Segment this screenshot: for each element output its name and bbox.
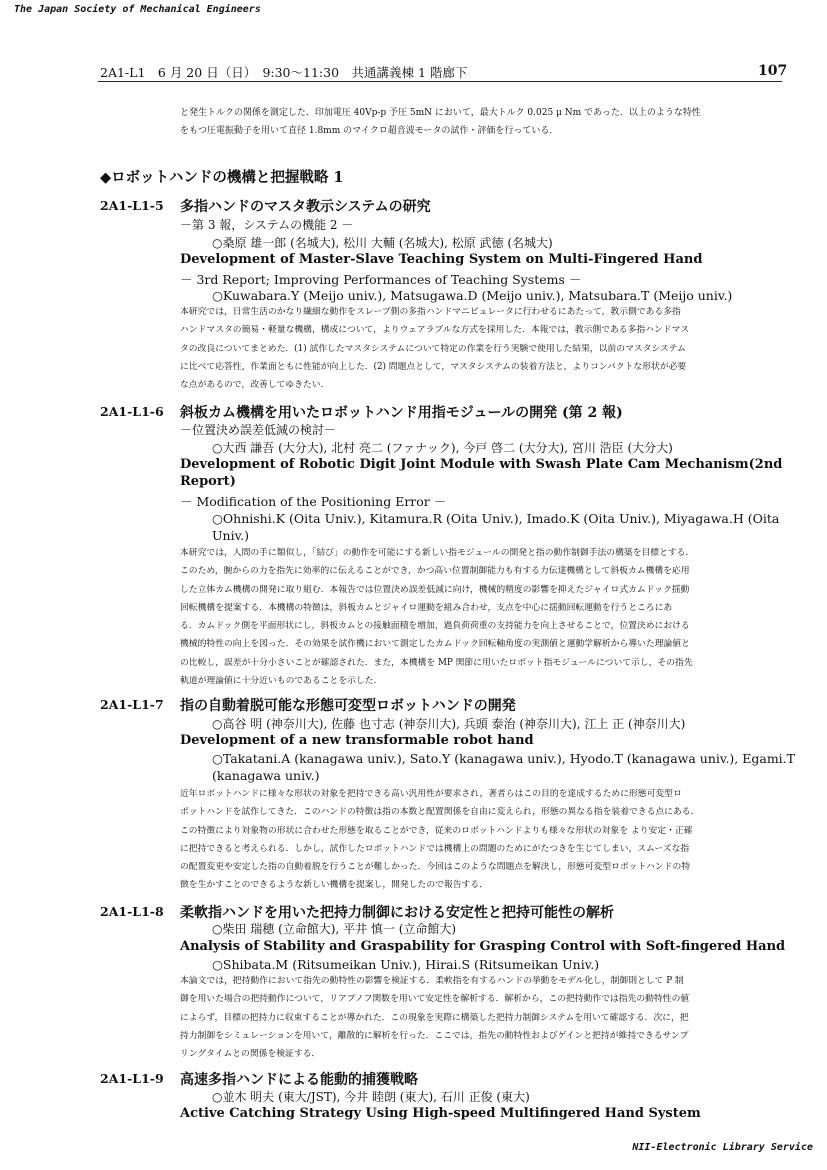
section-title: ◆ロボットハンドの機構と把握戦略 1	[100, 169, 344, 186]
paper-id: 2A1-L1-8	[100, 904, 164, 919]
paper-id: 2A1-L1-9	[100, 1071, 164, 1086]
paper-title-en: Development of a new transformable robot hand	[180, 733, 534, 748]
paper-authors-en-cont: (kanagawa univ.)	[212, 768, 320, 783]
paper-subtitle-ja: －位置決め誤差低減の検討－	[180, 423, 337, 437]
paper-title-ja: 多指ハンドのマスタ教示システムの研究	[180, 199, 431, 215]
abstract-line: 持力制御をシミュレーションを用いて，離散的に解析を行った．ここでは，指先の動特性およびゲインと把持が維持できるサンプ	[180, 1030, 689, 1041]
paper-authors-ja: ○桑原 雄一郎 (名城大), 松川 大輔 (名城大), 松原 武徳 (名城大)	[212, 236, 553, 250]
paper-id: 2A1-L1-5	[100, 198, 164, 213]
abstract-line: に把持できると考えられる．しかし，試作したロボットハンドでは機構上の問題のためにがたつきを生じてしまい，スムーズな指	[180, 843, 690, 854]
abstract-line: 本研究では，日常生活のかなり繊細な動作をスレーブ側の多指ハンドマニピュレータに行わせるにあたって，教示側である多指	[180, 307, 681, 317]
paper-authors-en: ○Takatani.A (kanagawa univ.), Sato.Y (kanagawa univ.), Hyodo.T (kanagawa univ.), Egami.T	[212, 751, 795, 766]
paper-title-ja: 高速多指ハンドによる能動的捕獲戦略	[180, 1072, 418, 1088]
paper-subtitle-en: － Modification of the Positioning Error －	[180, 494, 447, 509]
paper-title-en: Analysis of Stability and Graspability for Grasping Control with Soft-fingered Hand	[180, 939, 786, 954]
paper-id: 2A1-L1-7	[100, 697, 164, 712]
paper-title-ja: 指の自動着脱可能な形態可変型ロボットハンドの開発	[180, 698, 516, 714]
abstract-line: タの改良についてまとめた．(1) 試作したマスタシステムについて特定の作業を行う実験で使用した結果，以前のマスタシステム	[180, 343, 686, 354]
abstract-line: した立体カム機構の開発に取り組む．本報告では位置決め誤差低減に向け，機械的精度の影響を抑えたジャイロ式カムドック揺動	[180, 584, 690, 595]
paper-abstract	[180, 303, 689, 394]
paper-title-en-cont: Report)	[180, 474, 236, 489]
abstract-line: 機械的特性の向上を図った．その効果を試作機において測定したカムドック回転軸角度の実測値と運動学解析から導いた理論値と	[180, 639, 690, 650]
abstract-line: 近年ロボットハンドに様々な形状の対象を把持できる高い汎用性が要求され，著者らはこの目的を達成するために形態可変型ロ	[180, 789, 682, 799]
intro-line: と発生トルクの関係を測定した．印加電圧 40Vp-p 予圧 5mN において，最大トルク 0.025 μ Nm であった．以上のような特性	[180, 108, 701, 118]
abstract-line: 徴を生かすことのできるような新しい機構を提案し，開発したので報告する．	[180, 880, 488, 891]
paper-title-en: Development of Robotic Digit Joint Module with Swash Plate Cam Mechanism(2nd	[180, 457, 783, 472]
paper-title-ja: 斜板カム機構を用いたロボットハンド用指モジュールの開発 (第 2 報)	[180, 405, 623, 421]
session-header: 2A1-L1 6 月 20 日（日） 9:30～11:30 共通講義棟 1 階廊下	[100, 65, 468, 80]
society-header: The Japan Society of Mechanical Engineers	[14, 4, 261, 15]
paper-authors-en: ○Kuwabara.Y (Meijo univ.), Matsugawa.D (Meijo univ.), Matsubara.T (Meijo univ.)	[212, 288, 733, 303]
abstract-line: 御を用いた場合の把持動作について，リアプノフ関数を用いて安定性を解析する．解析から，この把持動作では指先の動特性の値	[180, 994, 690, 1005]
paper-id: 2A1-L1-6	[100, 404, 164, 419]
paper-abstract	[180, 544, 694, 690]
abstract-line: 本論文では，把持動作において指先の動特性の影響を検証する．柔軟指を有するハンドの挙動をモデル化し，制御則として P 制	[180, 976, 684, 986]
paper-abstract	[180, 972, 689, 1063]
abstract-line: ハンドマスタの簡易・軽量な機構，構成について，よりウェアラブルな方式を採用した．本報では，教示側である多指ハンドマス	[180, 325, 690, 336]
paper-title-en: Active Catching Strategy Using High-speed Multifingered Hand System	[180, 1106, 701, 1121]
abstract-line: 本研究では，人間の手に類似し，「結び」の動作を可能にする新しい指モジュールの開発と指の動作制御手法の構築を目標とする．	[180, 548, 695, 558]
abstract-line: の比較し，誤差が十分小さいことが確認された．また，本機構を MP 関節に用いたロボット指モジュールについて示し，その指先	[180, 657, 693, 668]
abstract-line: 軌道が理論値に十分近いものであることを示した．	[180, 676, 383, 687]
paper-authors-ja: ○柴田 瑞穂 (立命館大), 平井 慎一 (立命館大)	[212, 922, 457, 936]
paper-title-en: Development of Master-Slave Teaching System on Multi-Fingered Hand	[180, 252, 703, 267]
abstract-line: な点があるので，改善してゆきたい．	[180, 380, 330, 391]
abstract-line: このため，腕からの力を指先に効率的に伝えることができ，かつ高い位置制御能力も有する力伝達機構として斜板カム機構を応用	[180, 566, 690, 577]
paper-authors-ja: ○大西 謙吾 (大分大), 北村 亮二 (ファナック), 今戸 啓二 (大分大), 宮川 浩臣 (大分大)	[212, 441, 673, 455]
abstract-line: の配置変更や安定した指の自動着脱を行うことが難しかった．今回はこのような問題点を解決し，形態可変型ロボットハンドの特	[180, 862, 691, 873]
header-rule	[98, 81, 782, 82]
page-number: 107	[758, 63, 788, 79]
paper-title-ja: 柔軟指ハンドを用いた把持力制御における安定性と把持可能性の解析	[180, 905, 614, 921]
abstract-line: に比べて応答性，作業面ともに性能が向上した．(2) 問題点として，マスタシステムの装着方法と，よりコンパクトな形状が必要	[180, 361, 687, 372]
paper-authors-en: ○Shibata.M (Ritsumeikan Univ.), Hirai.S (Ritsumeikan Univ.)	[212, 957, 600, 972]
paper-authors-ja: ○並木 明夫 (東大/JST), 今井 睦朗 (東大), 石川 正俊 (東大)	[212, 1090, 530, 1104]
abstract-line: る．カムドック側を平面形状にし，斜板カムとの接触面積を増加，過負荷荷重の支持能力を向上させることで，位置決めにおける	[180, 621, 690, 632]
abstract-line: リングタイムとの関係を検証する．	[180, 1049, 321, 1060]
paper-subtitle-en: － 3rd Report; Improving Performances of Teaching Systems －	[180, 272, 582, 287]
paper-subtitle-ja: －第 3 報，システムの機能 2 －	[180, 218, 354, 232]
footer-service: NII-Electronic Library Service	[632, 1142, 813, 1153]
paper-authors-en: ○Ohnishi.K (Oita Univ.), Kitamura.R (Oita Univ.), Imado.K (Oita Univ.), Miyagawa.H (Oita	[212, 511, 780, 526]
paper-authors-ja: ○高谷 明 (神奈川大), 佐藤 也寸志 (神奈川大), 兵頭 泰治 (神奈川大), 江上 正 (神奈川大)	[212, 717, 686, 731]
abstract-line: ボットハンドを試作してきた．このハンドの特徴は指の本数と配置関係を自由に変えられ，形態の異なる指を装着できる点にある．	[180, 807, 700, 818]
abstract-line: 回転機構を提案する．本機構の特徴は，斜板カムとジャイロ運動を組み合わせ，支点を中心に揺動回転運動を行うところにあ	[180, 602, 673, 613]
intro-paragraph	[180, 104, 780, 140]
paper-abstract	[180, 785, 699, 895]
paper-authors-en-cont: Univ.)	[212, 528, 250, 543]
abstract-line: この特徴により対象物の形状に合わせた形態を取ることができ，従来のロボットハンドよりも様々な形状の対象を より安定・正確	[180, 825, 693, 836]
abstract-line: によらず，目標の把持力に収束することが導かれた．この現象を実際に構築した把持力制御システムを用いて確認する．次に，把	[180, 1012, 689, 1023]
intro-line: をもつ圧電振動子を用いて直径 1.8mm のマイクロ超音波モータの試作・評価を行っている．	[180, 126, 559, 136]
